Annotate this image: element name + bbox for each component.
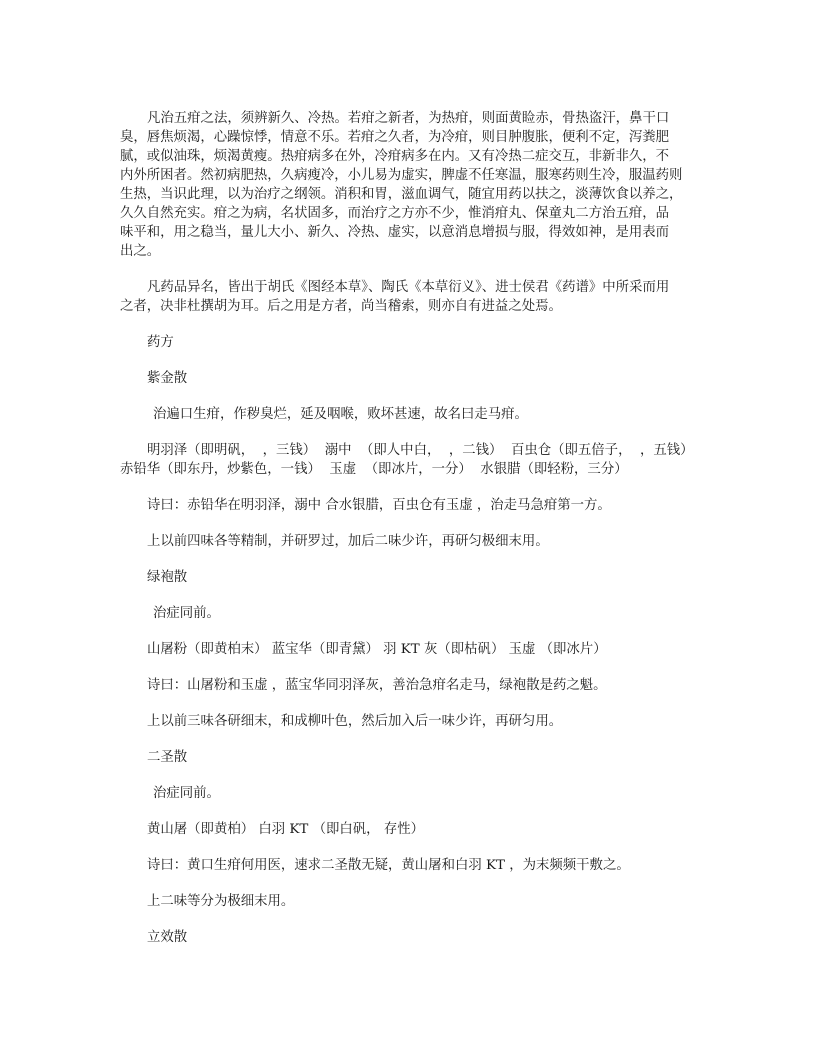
ingredient-line: 明羽泽（即明矾， ，三钱） 溺中 （即人中白， ，二钱） 百虫仓（即五倍子， ，五钱） bbox=[147, 443, 694, 458]
formula-indication: 治症同前。 bbox=[153, 786, 220, 801]
ingredient-line: 赤铅华（即东丹，炒紫色，一钱） 玉虚 （即冰片，一分） 水银腊（即轻粉，三分） bbox=[120, 462, 628, 477]
text-line: 内外所困者。然初病肥热，久病瘦冷，小儿易为虚实，脾虚不任寒温，服寒药则生冷，服温药则 bbox=[120, 168, 683, 183]
formula-ingredients: 黄山屠（即黄柏） 白羽 KT （即白矾， 存性） bbox=[147, 822, 424, 837]
formula-name: 绿袍散 bbox=[147, 570, 188, 585]
formula-method: 上二味等分为极细末用。 bbox=[147, 894, 295, 909]
text-line: 之者，决非杜撰胡为耳。后之用是方者，尚当稽索，则亦自有进益之处焉。 bbox=[120, 299, 562, 314]
section-title: 药方 bbox=[147, 335, 174, 350]
text-line: 出之。 bbox=[120, 244, 161, 259]
note-paragraph bbox=[120, 278, 700, 316]
formula-poem: 诗曰：黄口生疳何用医，速求二圣散无疑，黄山屠和白羽 KT ，为末频频干敷之。 bbox=[147, 858, 630, 873]
document-body bbox=[120, 109, 700, 964]
formula-name: 二圣散 bbox=[147, 750, 188, 765]
formula-name: 立效散 bbox=[147, 930, 188, 945]
formula-poem: 诗曰：赤铅华在明羽泽，溺中 合水银腊，百虫仓有玉虚 ，治走马急疳第一方。 bbox=[147, 498, 611, 513]
formula-ingredients bbox=[120, 441, 700, 479]
formula-method: 上以前四味各等精制，并研罗过，加后二味少许，再研匀极细末用。 bbox=[147, 534, 549, 549]
text-line: 凡治五疳之法，须辨新久、冷热。若疳之新者，为热疳，则面黄睑赤，骨热盗汗，鼻干口 bbox=[147, 111, 670, 126]
formula-indication: 治症同前。 bbox=[153, 606, 220, 621]
formula-ingredients: 山屠粉（即黄柏末） 蓝宝华（即青黛） 羽 KT 灰（即枯矾） 玉虚 （即冰片） bbox=[147, 642, 607, 657]
text-line: 凡药品异名，皆出于胡氏《图经本草》、陶氏《本草衍义》、进士侯君《药谱》中所采而用 bbox=[147, 280, 670, 295]
formula-poem: 诗曰：山屠粉和玉虚 ，蓝宝华同羽泽灰，善治急疳名走马，绿袍散是药之魁。 bbox=[147, 678, 607, 693]
text-line: 生热，当识此理，以为治疗之纲领。消积和胃，滋血调气，随宜用药以扶之，淡薄饮食以养之， bbox=[120, 187, 683, 202]
formula-name: 紫金散 bbox=[147, 371, 188, 386]
formula-method: 上以前三味各研细末，和成柳叶色，然后加入后一味少许，再研匀用。 bbox=[147, 714, 563, 729]
text-line: 久久自然充实。疳之为病，名状固多，而治疗之方亦不少，惟消疳丸、保童丸二方治五疳，品 bbox=[120, 206, 670, 221]
intro-paragraph bbox=[120, 109, 700, 261]
text-line: 味平和，用之稳当，量儿大小、新久、冷热、虚实，以意消息增损与服，得效如神，是用表而 bbox=[120, 225, 670, 240]
text-line: 腻，或似油珠，烦渴黄瘦。热疳病多在外，冷疳病多在内。又有冷热二症交互，非新非久，不 bbox=[120, 149, 670, 164]
formula-indication: 治遍口生疳，作秽臭烂，延及咽喉，败坏甚速，故名曰走马疳。 bbox=[153, 407, 528, 422]
text-line: 臭，唇焦烦渴，心躁惊悸，情意不乐。若疳之久者，为冷疳，则目肿腹胀，便利不定，泻粪肥 bbox=[120, 130, 670, 145]
